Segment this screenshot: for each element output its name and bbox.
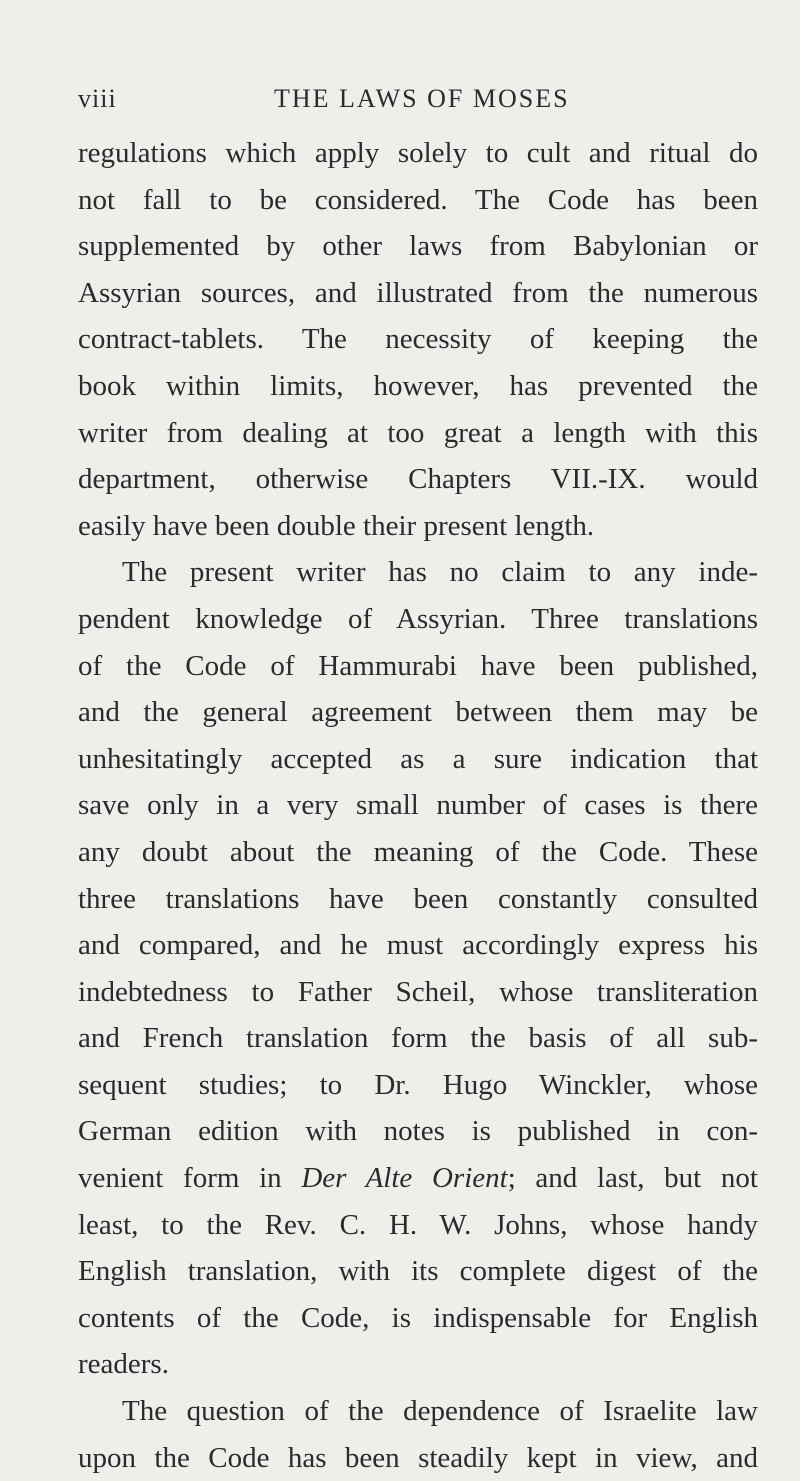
text-segment: venient form in (78, 1162, 302, 1195)
text-line: and the general agreement between them may be (78, 696, 758, 729)
text-line: least, to the Rev. C. H. W. Johns, whose handy (78, 1208, 758, 1241)
text-line: of the Code of Hammurabi have been published, (78, 649, 758, 682)
text-line: German edition with notes is published in con- (78, 1115, 758, 1148)
text-line: save only in a very small number of cases is there (78, 789, 758, 822)
text-line: sequent studies; to Dr. Hugo Winckler, whose (78, 1068, 758, 1101)
text-segment: ; and last, but not (507, 1162, 758, 1195)
text-line: any doubt about the meaning of the Code. These (78, 835, 758, 868)
text-line: three translations have been constantly consulted (78, 882, 758, 915)
text-line: Assyrian sources, and illustrated from the numerous (78, 276, 758, 309)
text-line: and French translation form the basis of all sub- (78, 1022, 758, 1055)
text-line: readers. (78, 1348, 169, 1381)
page-number: viii (78, 84, 117, 113)
text-line: and compared, and he must accordingly express his (78, 929, 758, 962)
text-line: regulations which apply solely to cult and ritual do (78, 137, 758, 169)
text-line: unhesitatingly accepted as a sure indication that (78, 742, 758, 775)
text-line: easily have been double their present length. (78, 509, 595, 542)
book-title-italic: Der Alte Orient (301, 1162, 508, 1195)
text-line: supplemented by other laws from Babylonian or (78, 230, 758, 263)
text-line: The question of the dependence of Israelite law (122, 1395, 758, 1428)
running-title: THE LAWS OF MOSES (274, 84, 570, 113)
text-line: English translation, with its complete digest of the (78, 1255, 758, 1288)
text-line: pendent knowledge of Assyrian. Three translations (78, 602, 758, 635)
text-line: not fall to be considered. The Code has been (78, 183, 758, 216)
body-text (78, 130, 758, 1481)
text-line: writer from dealing at too great a length with this (78, 416, 758, 449)
text-line-with-italic (78, 1155, 758, 1202)
text-line: contract-tablets. The necessity of keeping the (78, 323, 758, 356)
text-line: indebtedness to Father Scheil, whose transliteration (78, 975, 758, 1008)
text-line: upon the Code has been steadily kept in view, and (78, 1441, 758, 1474)
text-line: department, otherwise Chapters VII.-IX. would (78, 463, 758, 496)
text-line: book within limits, however, has prevented the (78, 369, 758, 402)
page-header (78, 84, 758, 124)
text-line: The present writer has no claim to any inde- (122, 556, 758, 589)
text-line: contents of the Code, is indispensable for English (78, 1301, 758, 1334)
